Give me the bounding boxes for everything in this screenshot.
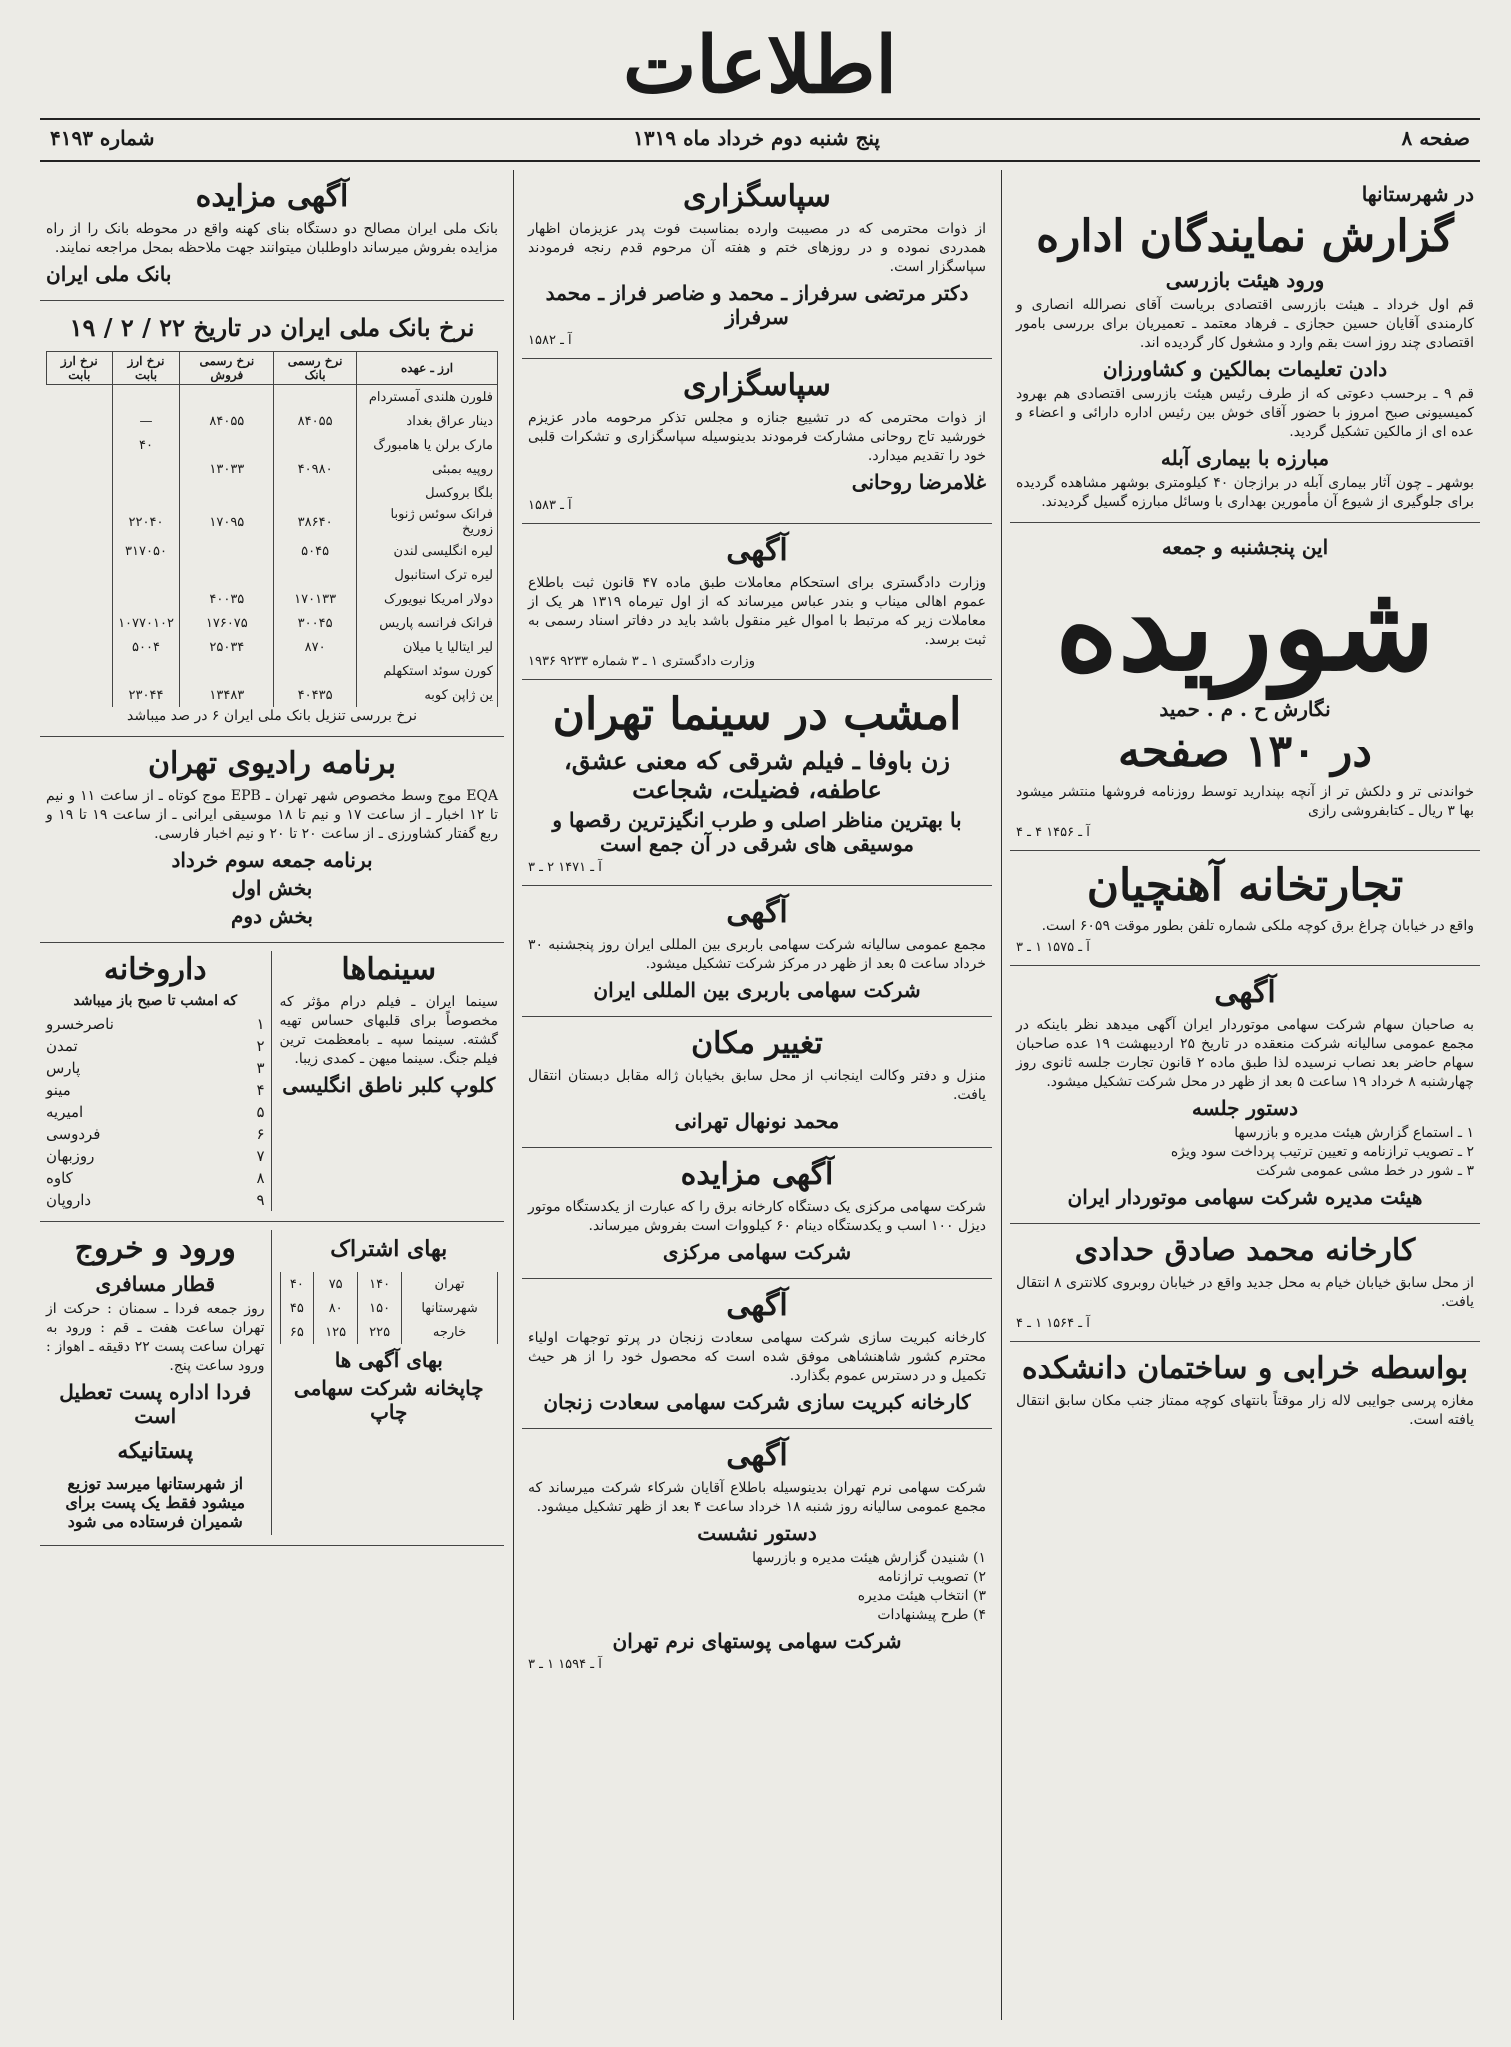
fx-row	[47, 385, 498, 410]
notice-title: آگهی	[726, 895, 788, 930]
fx-cell: دینار عراق بغداد	[357, 409, 498, 433]
column-right	[1010, 170, 1480, 2020]
ad-ref: آ ـ ۱۴۷۱ ۲ ـ ۳	[528, 860, 602, 875]
film-title: زن باوفا ـ فیلم شرقی که معنی عشق، عاطفه، فضیلت، شجاعت	[563, 746, 951, 804]
subs-title: بهای اشتراک	[330, 1236, 448, 1262]
hanchian-ad	[1010, 851, 1480, 966]
travel-title: ورود و خروج	[74, 1231, 236, 1266]
fx-cell: ۳۱۷۰۵۰	[112, 539, 180, 563]
pharmacy-number: ۱	[256, 1015, 265, 1033]
subs-cell: ۷۵	[314, 1272, 358, 1296]
subheading: مبارزه با بیماری آبله	[1160, 446, 1330, 470]
fx-cell	[274, 659, 357, 683]
magazine-author: نگارش ح . م . حمید	[1159, 697, 1331, 721]
agenda-item: ۱ ـ استماع گزارش هیئت مدیره و بازرسها	[1234, 1125, 1474, 1141]
fx-row	[47, 505, 498, 539]
fx-cell	[112, 587, 180, 611]
fx-row	[47, 433, 498, 457]
ad-ref: آ ـ ۱۵۹۴ ۱ ـ ۳	[528, 1657, 602, 1672]
cinemas-text: سینما ایران ـ فیلم درام مؤثر که مخصوصاً برای قلبهای حساس تهیه گشته. سینما سپه ـ بامعظمت ترین فیلم جنگ. سینما میهن ـ کمدی زیبا.	[279, 994, 498, 1067]
ad-text: واقع در خیابان چراغ برق کوچه ملکی شماره تلفن بطور موقت ۶۰۵۹ است.	[1041, 918, 1474, 934]
agenda-item: ۲ ـ تصویب ترازنامه و تعیین ترتیب پرداخت سود ویژه	[1170, 1144, 1474, 1160]
subs-cell: ۴۰	[280, 1272, 314, 1296]
radio-program	[40, 737, 504, 943]
notice-signature: شرکت سهامی باربری بین المللی ایران	[593, 978, 921, 1002]
report-title: گزارش نمایندگان اداره	[1036, 211, 1454, 262]
agenda-item: ۳) انتخاب هیئت مدیره	[857, 1588, 986, 1604]
fx-cell	[274, 433, 357, 457]
ad-title: بواسطه خرابی و ساختمان دانشکده	[1021, 1351, 1469, 1386]
fx-cell	[180, 659, 274, 683]
notice-title: آگهی مزایده	[195, 179, 349, 214]
fx-cell	[274, 563, 357, 587]
fx-header: ارز ـ عهده	[357, 352, 498, 385]
fx-cell: دولار امریکا نیویورک	[357, 587, 498, 611]
university-ad	[1010, 1342, 1480, 1440]
parcel-text: از شهرستانها میرسد توزیع میشود فقط یک پست برای شمیران فرستاده می شود	[65, 1474, 246, 1531]
fx-cell: ۱۳۰۳۳	[180, 457, 274, 481]
auction-notice	[522, 1148, 992, 1279]
fx-cell: کورن سوئد استکهلم	[357, 659, 498, 683]
subheading: دادن تعلیمات بمالکین و کشاورزان	[1102, 357, 1388, 381]
fx-cell	[112, 481, 180, 505]
fx-row	[47, 611, 498, 635]
fx-cell: ۸۴۰۵۵	[180, 409, 274, 433]
cinema-ad	[522, 680, 992, 886]
notice-title: تغییر مکان	[691, 1026, 823, 1061]
pharmacy-item	[46, 1013, 265, 1035]
fx-row	[47, 659, 498, 683]
notice-title: آگهی	[1214, 975, 1276, 1010]
pharmacy-name: امیریه	[46, 1103, 84, 1121]
radio-friday: برنامه جمعه سوم خرداد	[171, 848, 373, 872]
radio-part: بخش اول	[231, 876, 313, 900]
notice-text: به صاحبان سهام شرکت سهامی موتوردار ایران آگهی میدهد نظر باینکه در مجمع عمومی سالیانه شرکت منعقده در تاریخ ۲۵ اردیبهشت ۱۹ عده صاحبان سهام حاضر بعد نصاب نرسیده لذا طبق ماده ۲ قانون تجارت جلسه ثانوی روز چهارشنبه ۸ خرداد ۱۹ ساعت ۵ بعد از ظهر در محل شرکت تشکیل میشود.	[1016, 1017, 1474, 1090]
ad-title: تجارتخانه آهنچیان	[1086, 860, 1404, 911]
notice-title: سپاسگزاری	[683, 179, 831, 214]
fx-cell: فرانک فرانسه پاریس	[357, 611, 498, 635]
notice-text: شرکت سهامی نرم تهران بدینوسیله باطلاع آقایان شرکاء شرکت میرساند که مجمع عمومی سالیانه روز شنبه ۱۸ خرداد ساعت ۴ بعد از ظهر تشکیل میشود.	[528, 1480, 986, 1515]
agenda-item: ۱) شنیدن گزارش هیئت مدیره و بازرسها	[752, 1550, 986, 1566]
notice-title: آگهی	[726, 1288, 788, 1323]
pharmacy-number: ۳	[256, 1059, 265, 1077]
fx-cell	[274, 385, 357, 410]
pharmacy-item	[46, 1035, 265, 1057]
fx-cell	[274, 481, 357, 505]
pharmacy-item	[46, 1167, 265, 1189]
fx-cell: ۲۲۰۴۰	[112, 505, 180, 539]
travel-sub: قطار مسافری	[95, 1272, 216, 1296]
ad-ref: آ ـ ۱۵۸۳	[528, 498, 572, 513]
travel-box	[46, 1230, 272, 1535]
fx-row	[47, 563, 498, 587]
radio-text: EQA موج وسط مخصوص شهر تهران ـ EPB موج کوتاه ـ از ساعت ۱۱ و نیم تا ۱۲ اخبار ـ از ساعت ۱۷ و نیم تا ۱۸ موسیقی ایرانی ـ از ساعت ۱۹ تا ۱۹ و ربع گفتار کشاورزی ـ از ساعت ۲۰ تا ۲۰ و نیم اخبار فارسی.	[46, 788, 498, 842]
fx-cell: لیره انگلیسی لندن	[357, 539, 498, 563]
notice-signature: محمد نونهال تهرانی	[674, 1109, 840, 1133]
notice-text: شرکت سهامی مرکزی یک دستگاه کارخانه برق را که عبارت از یکدستگاه موتور دیزل ۱۰۰ اسب و یکدستگاه دینام ۶۰ کیلووات است بفروش میرساند.	[528, 1199, 986, 1234]
notice-signature: شرکت سهامی پوستهای نرم تهران	[612, 1629, 902, 1653]
fx-cell	[180, 385, 274, 410]
shareholders-notice	[1010, 966, 1480, 1224]
pharmacy-number: ۷	[256, 1147, 265, 1165]
fx-cell: لیر ایتالیا یا میلان	[357, 635, 498, 659]
pharmacy-number: ۹	[256, 1191, 265, 1209]
fx-cell	[112, 563, 180, 587]
subs-cell: ۱۴۰	[358, 1272, 402, 1296]
notice-title: آگهی	[726, 533, 788, 568]
pharmacy-title: داروخانه	[103, 952, 207, 987]
divider	[40, 118, 1480, 120]
subheading: ورود هیئت بازرسی	[1165, 268, 1325, 292]
fx-cell: مارک برلن یا هامبورگ	[357, 433, 498, 457]
ad-text: مغازه پرسی جوایبی لاله زار موقتاً بانتهای کوچه ممتاز جنب مکان سابق انتقال یافته است.	[1016, 1393, 1474, 1428]
fx-table	[46, 351, 498, 707]
fx-cell: ۸۴۰۵۵	[274, 409, 357, 433]
notice-signature: دکتر مرتضی سرفراز ـ محمد و ضاصر فراز ـ محمد سرفراز	[545, 281, 969, 329]
pharmacy-name: پارس	[46, 1059, 81, 1077]
agenda-item: ۳ ـ شور در خط مشی عمومی شرکت	[1256, 1163, 1474, 1179]
notice-text: بانک ملی ایران مصالح دو دستگاه بنای کهنه واقع در محوطه بانک را از راه مزایده بفروش میرساند داوطلبان میتوانند جهت ملاحظه بمحل مراجعه نمایند.	[46, 221, 498, 256]
pharmacy-name: ناصرخسرو	[46, 1015, 114, 1033]
magazine-ad	[1010, 523, 1480, 851]
exchange-rates	[40, 301, 504, 737]
notice-signature: غلامرضا روحانی	[851, 470, 986, 494]
notice-signature: بانک ملی ایران	[46, 262, 172, 286]
notice-text: منزل و دفتر وکالت اینجانب از محل سابق بخیابان ژاله مقابل دبستان انتقال یافت.	[528, 1068, 986, 1103]
fx-cell: —	[112, 409, 180, 433]
pharmacy-name: تمدن	[46, 1037, 78, 1055]
fx-row	[47, 635, 498, 659]
fx-cell: بلگا بروکسل	[357, 481, 498, 505]
ad-ref: آ ـ ۱۵۸۲	[528, 333, 572, 348]
fx-cell: ۱۷۰۱۳۳	[274, 587, 357, 611]
pharmacy-list	[46, 1013, 265, 1211]
post-closed: فردا اداره پست تعطیل است	[59, 1380, 252, 1428]
pharmacy-item	[46, 1189, 265, 1211]
provinces-section	[1010, 170, 1480, 523]
fx-cell: ۱۰۷۷۰۱۰۲	[112, 611, 180, 635]
notice-title: آگهی	[726, 1438, 788, 1473]
fx-cell: ۲۵۰۳۴	[180, 635, 274, 659]
fx-cell	[112, 457, 180, 481]
column-rule	[1001, 170, 1002, 2020]
column-rule	[513, 170, 514, 2020]
fx-cell: ۵۰۰۴	[112, 635, 180, 659]
agenda-item: ۴) طرح پیشنهادات	[877, 1607, 986, 1623]
subs-cell: تهران	[402, 1272, 498, 1296]
fx-row	[47, 683, 498, 707]
pharmacy-number: ۸	[256, 1169, 265, 1187]
divider	[40, 160, 1480, 162]
cinemas-title: سینماها	[341, 952, 437, 987]
fx-cell	[180, 539, 274, 563]
agenda-title: دستور جلسه	[1191, 1096, 1299, 1120]
radio-part: بخش دوم	[231, 904, 313, 928]
pharmacy-number: ۲	[256, 1037, 265, 1055]
ad-label: این پنجشنبه و جمعه	[1161, 535, 1329, 559]
pharmacy-name: کاوه	[46, 1169, 73, 1187]
parcel-title: پستانیکه	[117, 1438, 194, 1464]
ad-ref: آ ـ ۱۵۷۵ ۱ ـ ۳	[1016, 940, 1090, 955]
column-left	[40, 170, 504, 2020]
issue-number: شماره ۴۱۹۳	[50, 126, 155, 150]
ad-ref: آ ـ ۱۵۶۴ ۱ ـ ۴	[1016, 1316, 1090, 1331]
pharmacy-item	[46, 1123, 265, 1145]
notice-text: کارخانه کبریت سازی شرکت سهامی سعادت زنجان در پرتو توجهات اولیاء محترم کشور شاهنشاهی موفق شده است که محصول خود را از هر حیث تکمیل و در دسترس عموم بگذارد.	[528, 1330, 986, 1384]
fx-cell: ۲۳۰۴۴	[112, 683, 180, 707]
subs-cell: ۲۲۵	[358, 1320, 402, 1344]
article-text: قم اول خرداد ـ هیئت بازرسی اقتصادی بریاست آقای نصرالله انصاری و کارمندی آقایان حسین حجازی ـ فرهاد معتمد ـ تعمیریان برای بررسی بامور اقتصادی چند روز است بقم وارد و مشغول کار گردیده اند.	[1016, 297, 1474, 351]
ad-title: کارخانه محمد صادق حدادی	[1074, 1233, 1416, 1268]
pharmacy-number: ۵	[256, 1103, 265, 1121]
justice-notice	[522, 524, 992, 680]
fx-cell: فلورن هلندی آمستردام	[357, 385, 498, 410]
notice-signature: شرکت سهامی مرکزی	[662, 1240, 852, 1264]
magazine-text: خواندنی تر و دلکش تر از آنچه بپندارید توسط روزنامه فروشها منتشر میشود بها ۳ ریال ـ کتابفروشی رازی	[1016, 784, 1474, 819]
notice-text: مجمع عمومی سالیانه شرکت سهامی باربری بین المللی ایران روز پنجشنبه ۳۰ خرداد ساعت ۵ بعد از ظهر در مرکز شرکت تشکیل میشود.	[528, 937, 986, 972]
fx-row	[47, 409, 498, 433]
subs-table	[280, 1272, 499, 1344]
agenda-item: ۲) تصویب ترازنامه	[877, 1569, 986, 1585]
fx-cell: روپیه بمبئی	[357, 457, 498, 481]
fx-cell: لیره ترک استانبول	[357, 563, 498, 587]
magazine-title: شوریده	[1055, 557, 1435, 698]
club-title: کلوپ کلبر ناطق انگلیسی	[282, 1073, 496, 1097]
pharmacy-item	[46, 1079, 265, 1101]
fx-row	[47, 539, 498, 563]
film-text: با بهترین مناظر اصلی و طرب انگیزترین رقصها و موسیقی های شرقی در آن جمع است	[552, 808, 962, 856]
pharmacy-name: روزبهان	[46, 1147, 95, 1165]
subs-cell: ۴۵	[280, 1296, 314, 1320]
fx-cell	[180, 481, 274, 505]
fx-cell: ۳۸۶۴۰	[274, 505, 357, 539]
pharmacy-item	[46, 1101, 265, 1123]
notice-title: سپاسگزاری	[683, 368, 831, 403]
fx-title: نرخ بانک ملی ایران در تاریخ ۲۲ / ۲ / ۱۹	[69, 313, 475, 342]
fx-cell: ۱۳۴۸۳	[180, 683, 274, 707]
pharmacy-item	[46, 1145, 265, 1167]
subs-cell: ۸۰	[314, 1296, 358, 1320]
article-text: بوشهر ـ چون آثار بیماری آبله در برازجان ۴۰ کیلومتری بوشهر مشاهده گردیده برای جلوگیری از شیوع آن مأمورین بهداری با وسائل مبارزه گسیل گردیدند.	[1016, 475, 1474, 510]
subs-row	[280, 1272, 498, 1296]
pharmacy-name: مینو	[46, 1081, 71, 1099]
printer: چاپخانه شرکت سهامی چاپ	[293, 1376, 484, 1424]
fx-cell: ۸۷۰	[274, 635, 357, 659]
thanks-notice-1	[522, 170, 992, 359]
fx-header: نرخ ارز بابت	[47, 352, 113, 385]
fx-cell: ۴۰۹۸۰	[274, 457, 357, 481]
cinema-title: امشب در سینما تهران	[552, 689, 962, 740]
fx-header: نرخ رسمی فروش	[180, 352, 274, 385]
fx-cell	[180, 563, 274, 587]
ad-ref: وزارت دادگستری ۱ ـ ۳ شماره ۹۲۳۳ ۱۹۳۶	[528, 654, 755, 669]
pharmacy-number: ۶	[256, 1125, 265, 1143]
cinema-pharmacy-row	[40, 943, 504, 1222]
pharmacy-name: فردوسی	[46, 1125, 101, 1143]
relocation-notice	[522, 1017, 992, 1148]
shipping-notice	[522, 886, 992, 1017]
notice-text: وزارت دادگستری برای استحکام معاملات طبق ماده ۴۷ قانون ثبت باطلاع عموم اهالی میناب و بندر عباس میرساند که از اول تیرماه ۱۳۱۹ هر یک از معاملات زیر که مرتبط با اموال غیر منقول باشد باید در دفاتر اسناد رسمی به ثبت برسد.	[528, 575, 986, 648]
haddadi-ad	[1010, 1224, 1480, 1342]
fx-header: نرخ ارز بابت	[112, 352, 180, 385]
bank-auction	[40, 170, 504, 301]
article-text: قم ۹ ـ برحسب دعوتی که از طرف رئیس هیئت بازرسی اقتصادی هم بهرود کمیسیونی صبح امروز با حضور آقای خوش بین رئیس اداره دارائی و اعضاء و عده ای از مالکین تشکیل گردید.	[1016, 386, 1474, 440]
fx-cell: ۱۷۰۹۵	[180, 505, 274, 539]
agenda-title: دستور نشست	[697, 1521, 817, 1545]
page-number: صفحه ۸	[1401, 126, 1470, 150]
leather-company-notice	[522, 1429, 992, 1682]
subscription-box	[280, 1230, 499, 1535]
fx-cell: ین ژاپن کوبه	[357, 683, 498, 707]
newspaper-page	[40, 20, 1480, 2030]
subs-cell: ۱۲۵	[314, 1320, 358, 1344]
thanks-notice-2	[522, 359, 992, 524]
fx-cell: ۱۷۶۰۷۵	[180, 611, 274, 635]
fx-cell: ۴۰۰۳۵	[180, 587, 274, 611]
column-middle	[522, 170, 992, 2020]
masthead-title: اطلاعات	[622, 20, 898, 111]
pharmacy-item	[46, 1057, 265, 1079]
cinemas-box	[280, 951, 499, 1211]
fx-header: نرخ رسمی بانک	[274, 352, 357, 385]
travel-text: روز جمعه فردا ـ سمنان : حرکت از تهران ساعت هفت ـ قم : ورود به تهران ساعت پست ۲۲ دقیقه ـ اهواز : ورود ساعت پنج.	[46, 1301, 265, 1374]
fx-cell: ۵۰۴۵	[274, 539, 357, 563]
subs-cell: خارجه	[402, 1320, 498, 1344]
fx-cell: ۴۰	[112, 433, 180, 457]
section-label: در شهرستانها	[1361, 182, 1474, 206]
fx-cell	[180, 433, 274, 457]
header-line	[40, 122, 1480, 156]
fx-row	[47, 457, 498, 481]
issue-date: پنج شنبه دوم خرداد ماه ۱۳۱۹	[633, 126, 880, 150]
notice-signature: هیئت مدیره شرکت سهامی موتوردار ایران	[1067, 1185, 1423, 1209]
subs-row	[280, 1320, 498, 1344]
fx-cell: فرانک سوئس ژنوبا زوریخ	[357, 505, 498, 539]
pharmacy-box	[46, 951, 272, 1211]
match-factory-notice	[522, 1279, 992, 1429]
fx-note: نرخ بررسی تنزیل بانک ملی ایران ۶ در صد میباشد	[127, 708, 417, 724]
pharmacy-number: ۴	[256, 1081, 265, 1099]
fx-row	[47, 587, 498, 611]
ads-price-title: بهای آگهی ها	[334, 1348, 443, 1372]
travel-subs-row	[40, 1222, 504, 1546]
fx-cell	[112, 659, 180, 683]
subs-row	[280, 1296, 498, 1320]
fx-cell: ۳۰۰۴۵	[274, 611, 357, 635]
notice-signature: کارخانه کبریت سازی شرکت سهامی سعادت زنجان	[543, 1390, 971, 1414]
ad-ref: آ ـ ۱۴۵۶ ۴ ـ ۴	[1016, 825, 1090, 840]
ad-text: از محل سابق خیابان خیام به محل جدید واقع در خیابان روبروی کلانتری ۸ انتقال یافت.	[1016, 1275, 1474, 1310]
subs-cell: ۱۵۰	[358, 1296, 402, 1320]
notice-title: آگهی مزایده	[680, 1157, 834, 1192]
notice-text: از ذوات محترمی که در تشییع جنازه و مجلس تذکر مرحومه مادر عزیزم خورشید تاج روحانی مشارکت فرمودند بدینوسیله سپاسگزاری و تشکرات قلبی خود را تقدیم میدارد.	[528, 410, 986, 464]
fx-cell: ۴۰۴۳۵	[274, 683, 357, 707]
fx-row	[47, 481, 498, 505]
pharmacy-subtitle: که امشب تا صبح باز میباشد	[73, 993, 238, 1009]
subs-cell: ۶۵	[280, 1320, 314, 1344]
radio-title: برنامه رادیوی تهران	[147, 746, 397, 781]
subs-cell: شهرستانها	[402, 1296, 498, 1320]
notice-text: از ذوات محترمی که در مصیبت وارده بمناسبت فوت پدر عزیزمان اظهار همدردی نموده و در روزهای ختم و هفته آن مرحوم قدم رنجه فرمودند سپاسگزار است.	[528, 221, 986, 275]
magazine-pages: در ۱۳۰ صفحه	[1117, 726, 1372, 777]
pharmacy-name: داروپان	[46, 1191, 92, 1209]
fx-cell	[112, 385, 180, 410]
